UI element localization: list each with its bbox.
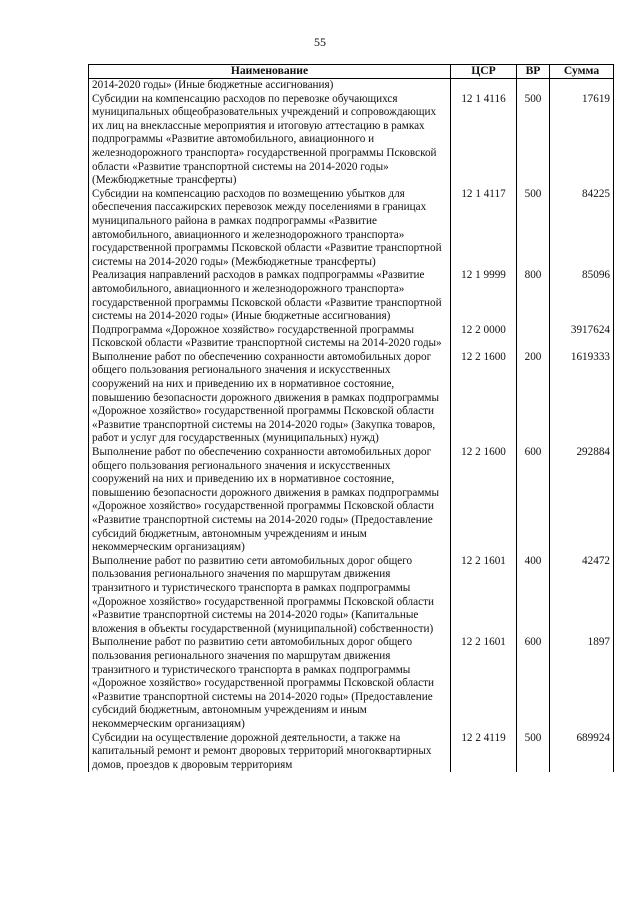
row-csr: 12 2 1600 xyxy=(451,446,517,555)
row-name: Выполнение работ по обеспечению сохранности автомобильных дорог общего пользования регионального значения и искусственных сооружений на них и приведению их в нормативное состояние, повышению безопасности дорожного движения в рамках подпрограммы «Дорожное хозяйство» государственной программы Псковской области «Развитие транспортной системы на 2014-2020 годы» (Закупка товаров, работ и услуг для государственных (муниципальных) нужд) xyxy=(89,351,451,446)
row-sum: 292884 xyxy=(550,446,614,555)
row-csr: 12 2 1601 xyxy=(451,636,517,731)
header-row xyxy=(89,65,614,79)
table-row xyxy=(89,269,614,323)
header-vr: ВР xyxy=(517,65,550,79)
row-sum: 1897 xyxy=(550,636,614,731)
header-name: Наименование xyxy=(89,65,451,79)
table-row xyxy=(89,188,614,270)
row-vr: 800 xyxy=(517,269,550,323)
row-csr: 12 2 4119 xyxy=(451,732,517,773)
row-sum xyxy=(550,79,614,93)
row-csr: 12 2 0000 xyxy=(451,324,517,351)
table-row xyxy=(89,446,614,555)
row-sum: 85096 xyxy=(550,269,614,323)
row-sum: 84225 xyxy=(550,188,614,270)
row-vr xyxy=(517,324,550,351)
row-name: Выполнение работ по развитию сети автомобильных дорог общего пользования регионального значения по маршрутам движения транзитного и туристического транспорта в рамках подпрограммы «Дорожное хозяйство» государственной программы Псковской области «Развитие транспортной системы на 2014-2020 годы» (Предоставление субсидий бюджетным, автономным учреждениям и иным некоммерческим организациям) xyxy=(89,636,451,731)
table-row xyxy=(89,324,614,351)
table-row xyxy=(89,351,614,446)
row-name: Выполнение работ по развитию сети автомобильных дорог общего пользования регионального значения по маршрутам движения транзитного и туристического транспорта в рамках подпрограммы «Дорожное хозяйство» государственной программы Псковской области «Развитие транспортной системы на 2014-2020 годы» (Капитальные вложения в объекты государственной (муниципальной) собственности) xyxy=(89,555,451,637)
table-header xyxy=(89,65,614,79)
page-number: 55 xyxy=(314,35,326,49)
row-csr: 12 2 1601 xyxy=(451,555,517,637)
row-sum: 17619 xyxy=(550,93,614,188)
row-vr: 400 xyxy=(517,555,550,637)
row-name: Субсидии на компенсацию расходов по перевозке обучающихся муниципальных общеобразовательных учреждений и сопровождающих их лиц на внеклассные мероприятия и итоговую аттестацию в рамках подпрограммы «Развитие автомобильного, авиационного и железнодорожного транспорта» государственной программы Псковской области «Развитие транспортной системы на 2014-2020 годы» (Межбюджетные трансферты) xyxy=(89,93,451,188)
row-csr xyxy=(451,79,517,93)
table-row xyxy=(89,636,614,731)
row-sum: 3917624 xyxy=(550,324,614,351)
row-sum: 689924 xyxy=(550,732,614,773)
table-row xyxy=(89,79,614,93)
table-row xyxy=(89,555,614,637)
row-sum: 42472 xyxy=(550,555,614,637)
table-body xyxy=(89,79,614,773)
row-name: Реализация направлений расходов в рамках подпрограммы «Развитие автомобильного, авиационного и железнодорожного транспорта» государственной программы Псковской области «Развитие транспортной системы на 2014-2020 годы» (Иные бюджетные ассигнования) xyxy=(89,269,451,323)
budget-table xyxy=(88,64,614,772)
row-vr: 500 xyxy=(517,732,550,773)
row-vr: 600 xyxy=(517,636,550,731)
row-sum: 1619333 xyxy=(550,351,614,446)
row-name: Выполнение работ по обеспечению сохранности автомобильных дорог общего пользования регионального значения и искусственных сооружений на них и приведению их в нормативное состояние, повышению безопасности дорожного движения в рамках подпрограммы «Дорожное хозяйство» государственной программы Псковской области «Развитие транспортной системы на 2014-2020 годы» (Предоставление субсидий бюджетным, автономным учреждениям и иным некоммерческим организациям) xyxy=(89,446,451,555)
row-name: Субсидии на осуществление дорожной деятельности, а также на капитальный ремонт и ремонт дворовых территорий многоквартирных домов, проездов к дворовым территориям xyxy=(89,732,451,773)
row-vr xyxy=(517,79,550,93)
header-csr: ЦСР xyxy=(451,65,517,79)
row-vr: 600 xyxy=(517,446,550,555)
row-csr: 12 2 1600 xyxy=(451,351,517,446)
row-csr: 12 1 9999 xyxy=(451,269,517,323)
row-vr: 200 xyxy=(517,351,550,446)
row-vr: 500 xyxy=(517,188,550,270)
row-csr: 12 1 4117 xyxy=(451,188,517,270)
row-csr: 12 1 4116 xyxy=(451,93,517,188)
table-row xyxy=(89,93,614,188)
table-row xyxy=(89,732,614,773)
row-vr: 500 xyxy=(517,93,550,188)
header-sum: Сумма xyxy=(550,65,614,79)
row-name: Субсидии на компенсацию расходов по возмещению убытков для обеспечения пассажирских перевозок между поселениями в границах муниципального района в рамках подпрограммы «Развитие автомобильного, авиационного и железнодорожного транспорта» государственной программы Псковской области «Развитие транспортной системы на 2014-2020 годы» (Межбюджетные трансферты) xyxy=(89,188,451,270)
row-name: 2014-2020 годы» (Иные бюджетные ассигнования) xyxy=(89,79,451,93)
row-name: Подпрограмма «Дорожное хозяйство» государственной программы Псковской области «Развитие транспортной системы на 2014-2020 годы» xyxy=(89,324,451,351)
